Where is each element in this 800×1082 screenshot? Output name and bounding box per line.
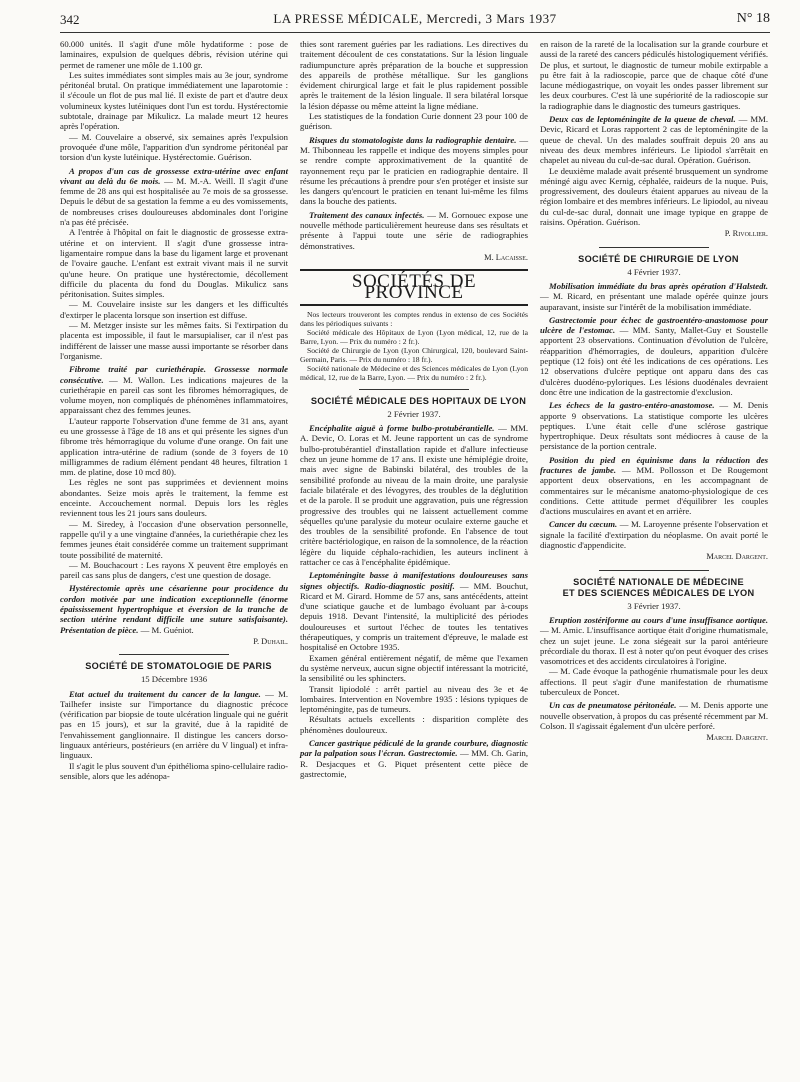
article-title: Eruption zostériforme au cours d'une insuffisance aortique. [549,614,768,625]
paragraph: A l'entrée à l'hôpital on fait le diagnostic de grossesse extra-utérine et on intervient. Il s'agit d'une grossesse intra-ligamentaire rompue dans la base du ligament large et provenant de l'ovaire gauche. L'enfant est extrait vivant mais il ne survit qu'une heure. On pratique une hystérectomie, décollement difficile du placenta du fond du Douglas. Mikulicz sans péritonisation. Suites simples. [60,227,288,300]
article [540,700,768,731]
article [540,315,768,397]
article-body: — M. M.-A. Weill. Il s'agit d'une femme de 28 ans qui est hospitalisée au 7e mois de sa grossesse. Depuis le début de sa gestation la femme a eu des vomissements, de nombreuses crises douloureuses abdominales dont l'origine n'a pas été précisée. [60,175,289,228]
signature: Marcel Dargent. [706,552,768,562]
paragraph: Les règles ne sont pas supprimées et deviennent moins abondantes. Seize mois après le traitement, la femme est enceinte. Accouchement normal. Depuis lors les règles reviennent tous les 21 jours sans douleurs. [60,477,288,519]
article [540,114,768,165]
article [60,689,288,761]
paragraph: Transit lipiodolé : arrêt partiel au niveau des 3e et 4e lombaires. Intervention en Novembre 1935 : lésions typiques de leptoméningite, pas de tumeurs. [300,683,528,715]
section-divider [119,654,229,655]
article-title: Etat actuel du traitement du cancer de la langue. [69,688,261,699]
article-body: — M. Ricard, en présentant une malade opérée quinze jours auparavant, insiste sur l'intérêt de la mobilisation immédiate. [540,291,768,312]
society-date: 3 Février 1937. [627,600,681,611]
article-body: — MM. Devic, Ricard et Loras rapportent 2 cas de leptoméningite de la queue de cheval. Un des malades souffrait depuis 20 ans au niveau des deux membres inférieurs. Le lipiodol s'arrêtait en chapelet au niveau du cul-de-sac dural. Opération. Guérison. [540,114,768,166]
article [300,423,528,567]
editor-note: Société médicale des Hôpitaux de Lyon (Lyon médical, 12, rue de la Barre, Lyon. — Prix du numéro : 2 fr.). [300,327,528,346]
society-title: SOCIÉTÉ MÉDICALE DES HOPITAUX DE LYON [310,395,527,406]
article-title: Fibrome traité par curiethérapie. Grossesse normale consécutive. [60,364,288,385]
article [60,166,288,228]
society-date: 4 Février 1937. [627,266,681,277]
article-title: Deux cas de leptoméningite de la queue de cheval. [549,114,736,125]
column-2 [300,39,528,781]
paragraph: — M. Cade évoque la pathogénie rhumatismale pour les deux affections. Il peut s'agir d'une manifestation de rhumatisme tuberculeux de Poncet. [540,666,768,698]
paragraph: Le deuxième malade avait présenté brusquement un syndrome méningé aigu avec Kernig, céphalée, raideurs de la nuque. Puis, progressivement, des douleurs étaient apparues au niveau de la région lombaire et des membres inférieurs. Le lipiodol, au niveau du cul-de-sac dural, donnait une image typique en grappe de raisins. Opération. Guérison. [540,165,768,228]
paragraph: Les statistiques de la fondation Curie donnent 23 pour 100 de guérison. [300,111,528,132]
paragraph: L'auteur rapporte l'observation d'une femme de 31 ans, ayant eu une grossesse à l'âge de 18 ans et qui présente les signes d'un fibrome très hémorragique du volume d'une orange. On fait une application intra-utérine de radium (sonde de 3 foyers de 10 milligrammes de radium élément pendant 48 heures, filtration 1 mm. de platine, dose 10 mcd 80). [60,415,288,478]
article [60,583,288,634]
article [540,455,768,517]
article [60,364,288,415]
article-body: — MM. Pollosson et De Rougemont apportent deux observations, en les accompagnant de commentaires sur le mécanisme anatomo-physiologique de ces conditions. Cette attitude permet d'équilibrer les couples d'actions musculaires en avant et en arrière. [540,464,769,517]
article [300,135,528,207]
article-body: — MM. Bouchut, Ricard et M. Girard. Homme de 57 ans, sans antécédents, atteint d'une sciatique gauche et de lumbago évoluant par à-coups depuis 1918. Devant l'intensité, la multiplicité des périodes douloureuses et surtout l'échec de toutes les tentatives thérapeutiques, y compris un traitement d'épreuve, le malade est hospitalisé en Octobre 1935. [300,580,529,653]
editor-note: Société nationale de Médecine et des Sciences médicales de Lyon (Lyon médical, 12, rue de la Barre, Lyon. — Prix du numéro : 2 fr.). [300,363,528,382]
article-body: — MM. Santy, Mallet-Guy et Soustelle apportent 23 observations. Continuation d'évolution de l'ulcère, réapparition d'hémorragies, de douleurs, apparition d'ulcère peptique (12 fois) ont été les indications de ces opérations. Les 12 observations d'ulcère peptique ont apparu dans des cas d'ulcères duodéno-pyloriques. Les lésions duodénales devraient donc être une indication de la gastrectomie d'exclusion. [540,325,769,397]
editor-note: Société de Chirurgie de Lyon (Lyon Chirurgical, 120, boulevard Saint-Germain, Paris. — Prix du numéro : 18 fr.). [300,345,528,364]
article-title: Gastrectomie pour échec de gastroentéro-anastomose pour ulcère de l'estomac. [540,314,768,336]
article-title: A propos d'un cas de grossesse extra-utérine avec enfant vivant au delà du 6e mois. [60,165,288,186]
text-columns [60,39,770,781]
running-header [60,10,770,33]
article-title: Position du pied en équinisme dans la réduction des fractures de jambe. [540,454,768,475]
paragraph: Les suites immédiates sont simples mais au 3e jour, syndrome péritonéal brutal. On pratique immédiatement une laparotomie : il s'écoule un flot de pus mal lié. Il existe de part et d'autre deux volumineux kystes lutéiniques dont l'un est tordu. Hystérectomie subtotale, drainage par Mikulicz. La malade meurt 12 heures après l'opération. [60,69,288,132]
article-body: — M. Gornouec expose une nouvelle méthode particulièrement heureuse dans ses résultats et présente à l'appui toute une série de radiographies démonstratives. [300,209,528,251]
article-body: — M. Tailhefer insiste sur l'importance du diagnostic précoce (vérification par biopsie de toute ulcération linguale qui ne guérit pas en 15 jours), et sur la gravité, due à la rapidité de l'envahissement ganglionnaire. Il distingue les cancers dorso-linguaux antérieurs, postérieurs (en arrière du V lingual) et infra-linguaux. [60,688,288,761]
article-title: Risques du stomatologiste dans la radiographie dentaire. [309,134,517,145]
article-body: — M. Laroyenne présente l'observation et signale la facilité d'extirpation du néoplasme. On avait porté le diagnostic d'appendicite. [540,519,769,551]
paragraph: — M. Couvelaire insiste sur les dangers et les difficultés d'extirper le placenta lorsque son insertion est diffuse. [60,299,288,320]
article-title: Cancer gastrique pédiculé de la grande courbure, diagnostic par la palpation sous l'écran. Gastrectomie. [300,738,528,759]
column-1 [60,39,288,781]
provincial-societies-banner [300,269,528,306]
paragraph: Il s'agit le plus souvent d'un épithélioma spino-cellulaire radio-sensible, alors que les adénopa- [60,760,288,781]
issue-number: N° 18 [736,11,770,26]
paragraph: en raison de la rareté de la localisation sur la grande courbure et aussi de la rareté des cancers pédiculés histologiquement vérifiés. De plus, et surtout, le diagnostic de tumeur mobile extirpable a pu être fait à la radioscopie, parce que de chaque côté d'une lacune médiogastrique, on voyait les ondes passer librement sur les deux courbures. C'est là une supériorité de la radioscopie sur la radiographie dans le diagnostic des tumeurs gastriques. [540,39,768,111]
article-title: Mobilisation immédiate du bras après opération d'Halstedt. [549,280,768,291]
column-3 [540,39,768,781]
section-divider [599,570,709,571]
signature: M. Lacaisse. [484,252,528,262]
article-title: Les échecs de la gastro-entéro-anastomose. [549,400,715,411]
article-title: Cancer du cæcum. [549,519,618,530]
journal-title: LA PRESSE MÉDICALE, Mercredi, 3 Mars 1937 [273,11,557,26]
article-title: Traitement des canaux infectés. [309,209,425,220]
signature: Marcel Dargent. [706,733,768,743]
society-title: ET DES SCIENCES MÉDICALES DE LYON [562,587,755,598]
article [300,738,528,779]
society-date: 2 Février 1937. [387,408,441,419]
article [300,210,528,251]
article [540,281,768,312]
article-author: — M. Guéniot. [140,624,194,635]
society-title: SOCIÉTÉ DE STOMATOLOGIE DE PARIS [85,661,272,672]
article-body: — MM. Ch. Garin, R. Desjacques et G. Piquet présentent cette pièce de gastrectomie, [300,748,528,779]
banner-title: SOCIÉTÉS DE PROVINCE [351,271,477,303]
article-body: — M. Denis apporte 9 observations. La statistique comporte les ulcères peptiques. L'une était celle d'une sclérose gastrique hypertrophique. Deux résultats sont médiocres à cause de la persistance de la portion centrale. [540,400,769,452]
article-body: — M. Wallon. Les indications majeures de la curiethérapie en pareil cas sont les fibromes hémorragiques, de volume moyen, non compliqués de phénomènes inflammatoires, apparaissant chez des femmes jeunes. [60,374,288,416]
editor-note: Nos lecteurs trouveront les comptes rendus in extenso de ces Sociétés dans les périodiques suivants : [300,309,528,328]
article-title: Hystérectomie après une césarienne pour procidence du cordon motivée par une indication exceptionnelle (énorme épaississement hypertrophique et éversion de la tranche de section utérine rendant difficile une suture satisfaisante). Présentation de pièce. [60,583,288,635]
paragraph: — M. Siredey, à l'occasion d'une observation personnelle, rappelle qu'il y a une vingtaine d'années, la curiethérapie chez les femmes jeunes était considérée comme un traitement supprimant toute possibilité de maternité. [60,518,288,560]
paragraph: 60.000 unités. Il s'agit d'une môle hydatiforme : pose de laminaires, expulsion de quelques débris, révision utérine qui permet de ramener une môle de 1.100 gr. [60,39,288,70]
paragraph: Résultats actuels excellents : disparition complète des phénomènes douloureux. [300,714,528,735]
article [300,570,528,652]
article [540,615,768,666]
article-body: — MM. A. Devic, O. Loras et M. Jeune rapportent un cas de syndrome bulbo-protubérantiel d'installation rapide et d'allure infectieuse chez un jeune homme de 17 ans. Il existe une hémiplégie droite, mais avec signe de Babinski bilatéral, des troubles de la sensibilité profonde au niveau de la main droite, une paralysie faciale bilatérale et des lévogyres, des troubles de la déglutition et de la parole. Il se produit une aggravation, puis une régression progressive des troubles qui ne laissent actuellement comme séquelles qu'une paralysie du moteur oculaire externe gauche et des troubles de la sensibilité profonde. En l'absence de tout critère bactériologique, en raison de la somnolence, de la réaction légère du liquide céphalo-rachidien, les auteurs inclinent à rattacher ce cas à l'encéphalite épidémique. [300,423,528,567]
paragraph: Examen général entièrement négatif, de même que l'examen du système nerveux, aucun signe objectif intéressant la motricité, la sensibilité ou les sphincters. [300,652,528,684]
article-title: Encéphalite aiguë à forme bulbo-protubérantielle. [309,423,495,434]
article-title: Un cas de pneumatose péritonéale. [549,700,677,711]
section-divider [599,247,709,248]
article [540,400,768,451]
paragraph: thies sont rarement guéries par les radiations. Les directives du traitement découlent de ces constatations. Sur la lésion linguale radiumpuncture après préparation de la bouche et suppression des appareils de prothèse métallique. Sur les ganglions évidement chirurgical large et fait le plus rapidement possible après le traitement de la lésion linguale. Il sera bilatéral lorsque la lésion dépasse ou même atteint la ligne médiane. [300,39,528,111]
section-divider [359,389,469,390]
signature: P. Rivollier. [724,229,768,239]
signature: P. Duhail. [253,636,288,646]
article-title: Leptoméningite basse à manifestations douloureuses sans signes objectifs. Radio-diagnostic positif. [300,570,528,591]
article [540,519,768,550]
page-number: 342 [60,12,80,27]
article-body: — M. Thibonneau les rappelle et indique des moyens simples pour se rendre compte approximativement de la quantité de rayonnement reçu par le praticien en radiographie dentaire. Il résume les précautions à prendre pour s'en protéger et insiste sur les dangers qu'encourt le praticien en tenant lui-même les films dans la bouche des patients. [300,134,529,207]
paragraph: — M. Bouchacourt : Les rayons X peuvent être employés en pareil cas sans plus de dangers, c'est une question de dosage. [60,559,288,581]
article-body: — M. Amic. L'insuffisance aortique était d'origine rhumatismale, chez un sujet jeune. Le zona siégeait sur la paroi antérieure précordiale du thorax. Il est à noter qu'on peut évoquer des crises vasomotrices et des accidents circulatoires à l'origine. [540,625,768,667]
society-date: 15 Décembre 1936 [140,674,208,685]
society-title: SOCIÉTÉ NATIONALE DE MÉDECINE [573,576,744,587]
paragraph: — M. Couvelaire a observé, six semaines après l'expulsion provoquée d'une môle, l'apparition d'un syndrome péritonéal par torsion d'un kyste lutéinique. Hystérectomie. Guérison. [60,131,288,163]
article-body: — M. Denis apporte une nouvelle observation, à propos du cas présenté récemment par M. Colson. Il s'agissait également d'un ulcère perforé. [540,700,768,731]
society-title: SOCIÉTÉ DE CHIRURGIE DE LYON [578,253,739,264]
paragraph: — M. Metzger insiste sur les mêmes faits. Si l'extirpation du placenta est impossible, il faut le marsupialiser, car il n'est pas indifférent de laisser une masse aussi importante se résorber dans l'organisme. [60,320,288,361]
